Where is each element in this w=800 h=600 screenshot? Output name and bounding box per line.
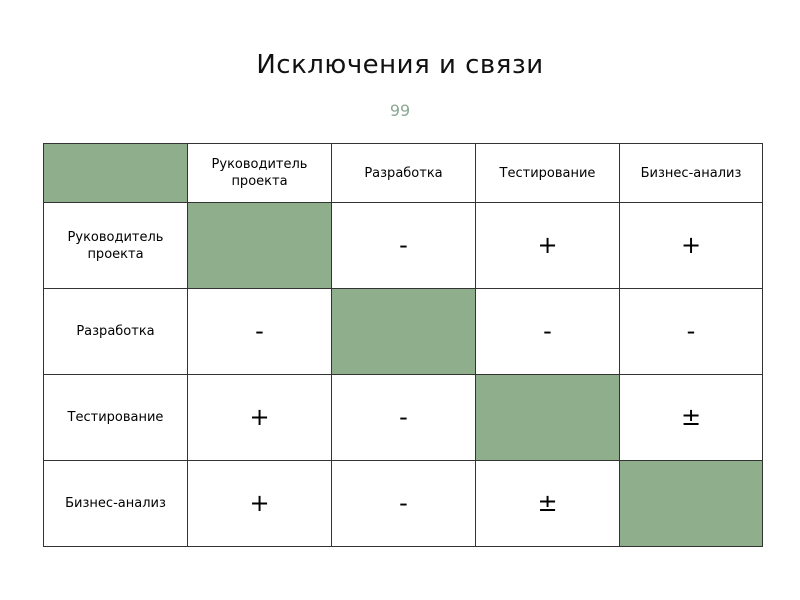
- row-header: Тестирование: [44, 375, 188, 461]
- column-header: Бизнес-анализ: [620, 144, 763, 203]
- relation-cell: ±: [476, 461, 620, 547]
- relation-cell: -: [332, 375, 476, 461]
- table-row: [44, 375, 763, 461]
- relation-cell: -: [620, 289, 763, 375]
- relation-cell: -: [332, 203, 476, 289]
- table-row: [44, 289, 763, 375]
- relation-cell: ±: [620, 375, 763, 461]
- relation-cell: +: [620, 203, 763, 289]
- relation-cell: +: [188, 375, 332, 461]
- row-header: Руководитель проекта: [44, 203, 188, 289]
- header-row: [44, 144, 763, 203]
- slide-title: Исключения и связи: [256, 50, 544, 80]
- diagonal-cell: [620, 461, 763, 547]
- relation-cell: -: [188, 289, 332, 375]
- column-header: Тестирование: [476, 144, 620, 203]
- diagonal-cell: [476, 375, 620, 461]
- table-row: [44, 461, 763, 547]
- diagonal-cell: [332, 289, 476, 375]
- relation-cell: +: [476, 203, 620, 289]
- relation-cell: -: [476, 289, 620, 375]
- column-header: Разработка: [332, 144, 476, 203]
- column-header: Руководитель проекта: [188, 144, 332, 203]
- row-header: Бизнес-анализ: [44, 461, 188, 547]
- relation-cell: -: [332, 461, 476, 547]
- slide-number: 99: [389, 101, 411, 120]
- relation-cell: +: [188, 461, 332, 547]
- diagonal-cell: [188, 203, 332, 289]
- row-header: Разработка: [44, 289, 188, 375]
- table-row: [44, 203, 763, 289]
- corner-cell: [44, 144, 188, 203]
- relations-matrix: [43, 143, 763, 547]
